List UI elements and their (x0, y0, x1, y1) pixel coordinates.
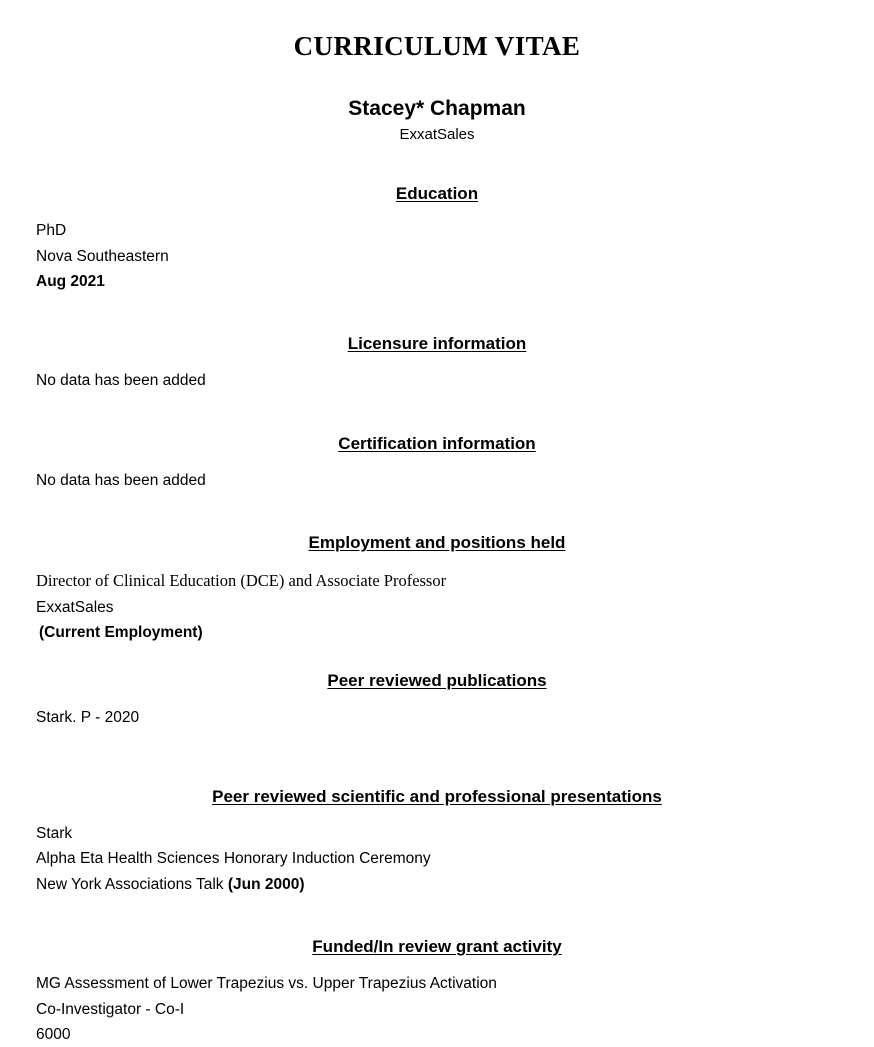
spacer (0, 144, 874, 184)
spacer (0, 957, 874, 971)
presentation-event: Alpha Eta Health Sciences Honorary Induction Ceremony (36, 850, 431, 868)
spacer (0, 204, 874, 218)
spacer (0, 493, 874, 533)
presentation-date: (Jun 2000) (227, 875, 305, 893)
section-body-licensure (0, 368, 874, 393)
publication-entry: Stark. P - 2020 (36, 709, 140, 727)
spacer (0, 454, 874, 468)
licensure-empty-message: No data has been added (36, 372, 206, 390)
section-body-certification (0, 468, 874, 493)
section-grants (0, 937, 874, 1047)
section-body-publications (0, 705, 874, 730)
section-education (0, 184, 874, 294)
employment-position: Director of Clinical Education (DCE) and Associate Professor (36, 570, 447, 590)
section-employment (0, 533, 874, 645)
grant-role: Co-Investigator - Co-I (36, 1000, 185, 1018)
section-body-education (0, 218, 874, 294)
spacer (0, 294, 874, 334)
section-body-employment (0, 568, 874, 645)
education-institution: Nova Southeastern (36, 247, 169, 265)
spacer (0, 354, 874, 368)
employment-status: (Current Employment) (39, 623, 203, 641)
section-heading-licensure: Licensure information (347, 334, 527, 354)
section-heading-presentations: Peer reviewed scientific and professional presentations (212, 786, 662, 806)
grant-project: MG Assessment of Lower Trapezius vs. Upper Trapezius Activation (36, 975, 497, 993)
section-body-presentations (0, 821, 874, 897)
spacer (0, 731, 874, 787)
cv-header (0, 96, 874, 144)
section-publications (0, 671, 874, 731)
document-title: CURRICULUM VITAE (293, 31, 581, 61)
spacer (0, 807, 874, 821)
presentation-venue: New York Associations Talk (36, 875, 228, 893)
section-heading-certification: Certification information (338, 433, 536, 453)
education-degree: PhD (36, 222, 67, 240)
certification-empty-message: No data has been added (36, 472, 206, 490)
employment-organization: ExxatSales (36, 598, 114, 616)
section-heading-grants: Funded/In review grant activity (312, 936, 562, 956)
section-presentations (0, 787, 874, 897)
section-body-grants (0, 971, 874, 1047)
section-heading-employment: Employment and positions held (308, 533, 566, 553)
person-organization: ExxatSales (399, 125, 475, 143)
presentation-author: Stark (36, 825, 73, 843)
presentation-venue-line (36, 872, 874, 897)
grant-amount: 6000 (36, 1025, 71, 1043)
spacer (0, 554, 874, 568)
spacer (0, 645, 874, 671)
education-date: Aug 2021 (36, 272, 105, 290)
section-heading-publications: Peer reviewed publications (327, 671, 547, 691)
spacer (0, 897, 874, 937)
section-certification (0, 434, 874, 494)
section-heading-education: Education (395, 183, 479, 203)
spacer (0, 691, 874, 705)
section-licensure (0, 334, 874, 394)
person-name: Stacey* Chapman (348, 96, 526, 120)
spacer (0, 394, 874, 434)
